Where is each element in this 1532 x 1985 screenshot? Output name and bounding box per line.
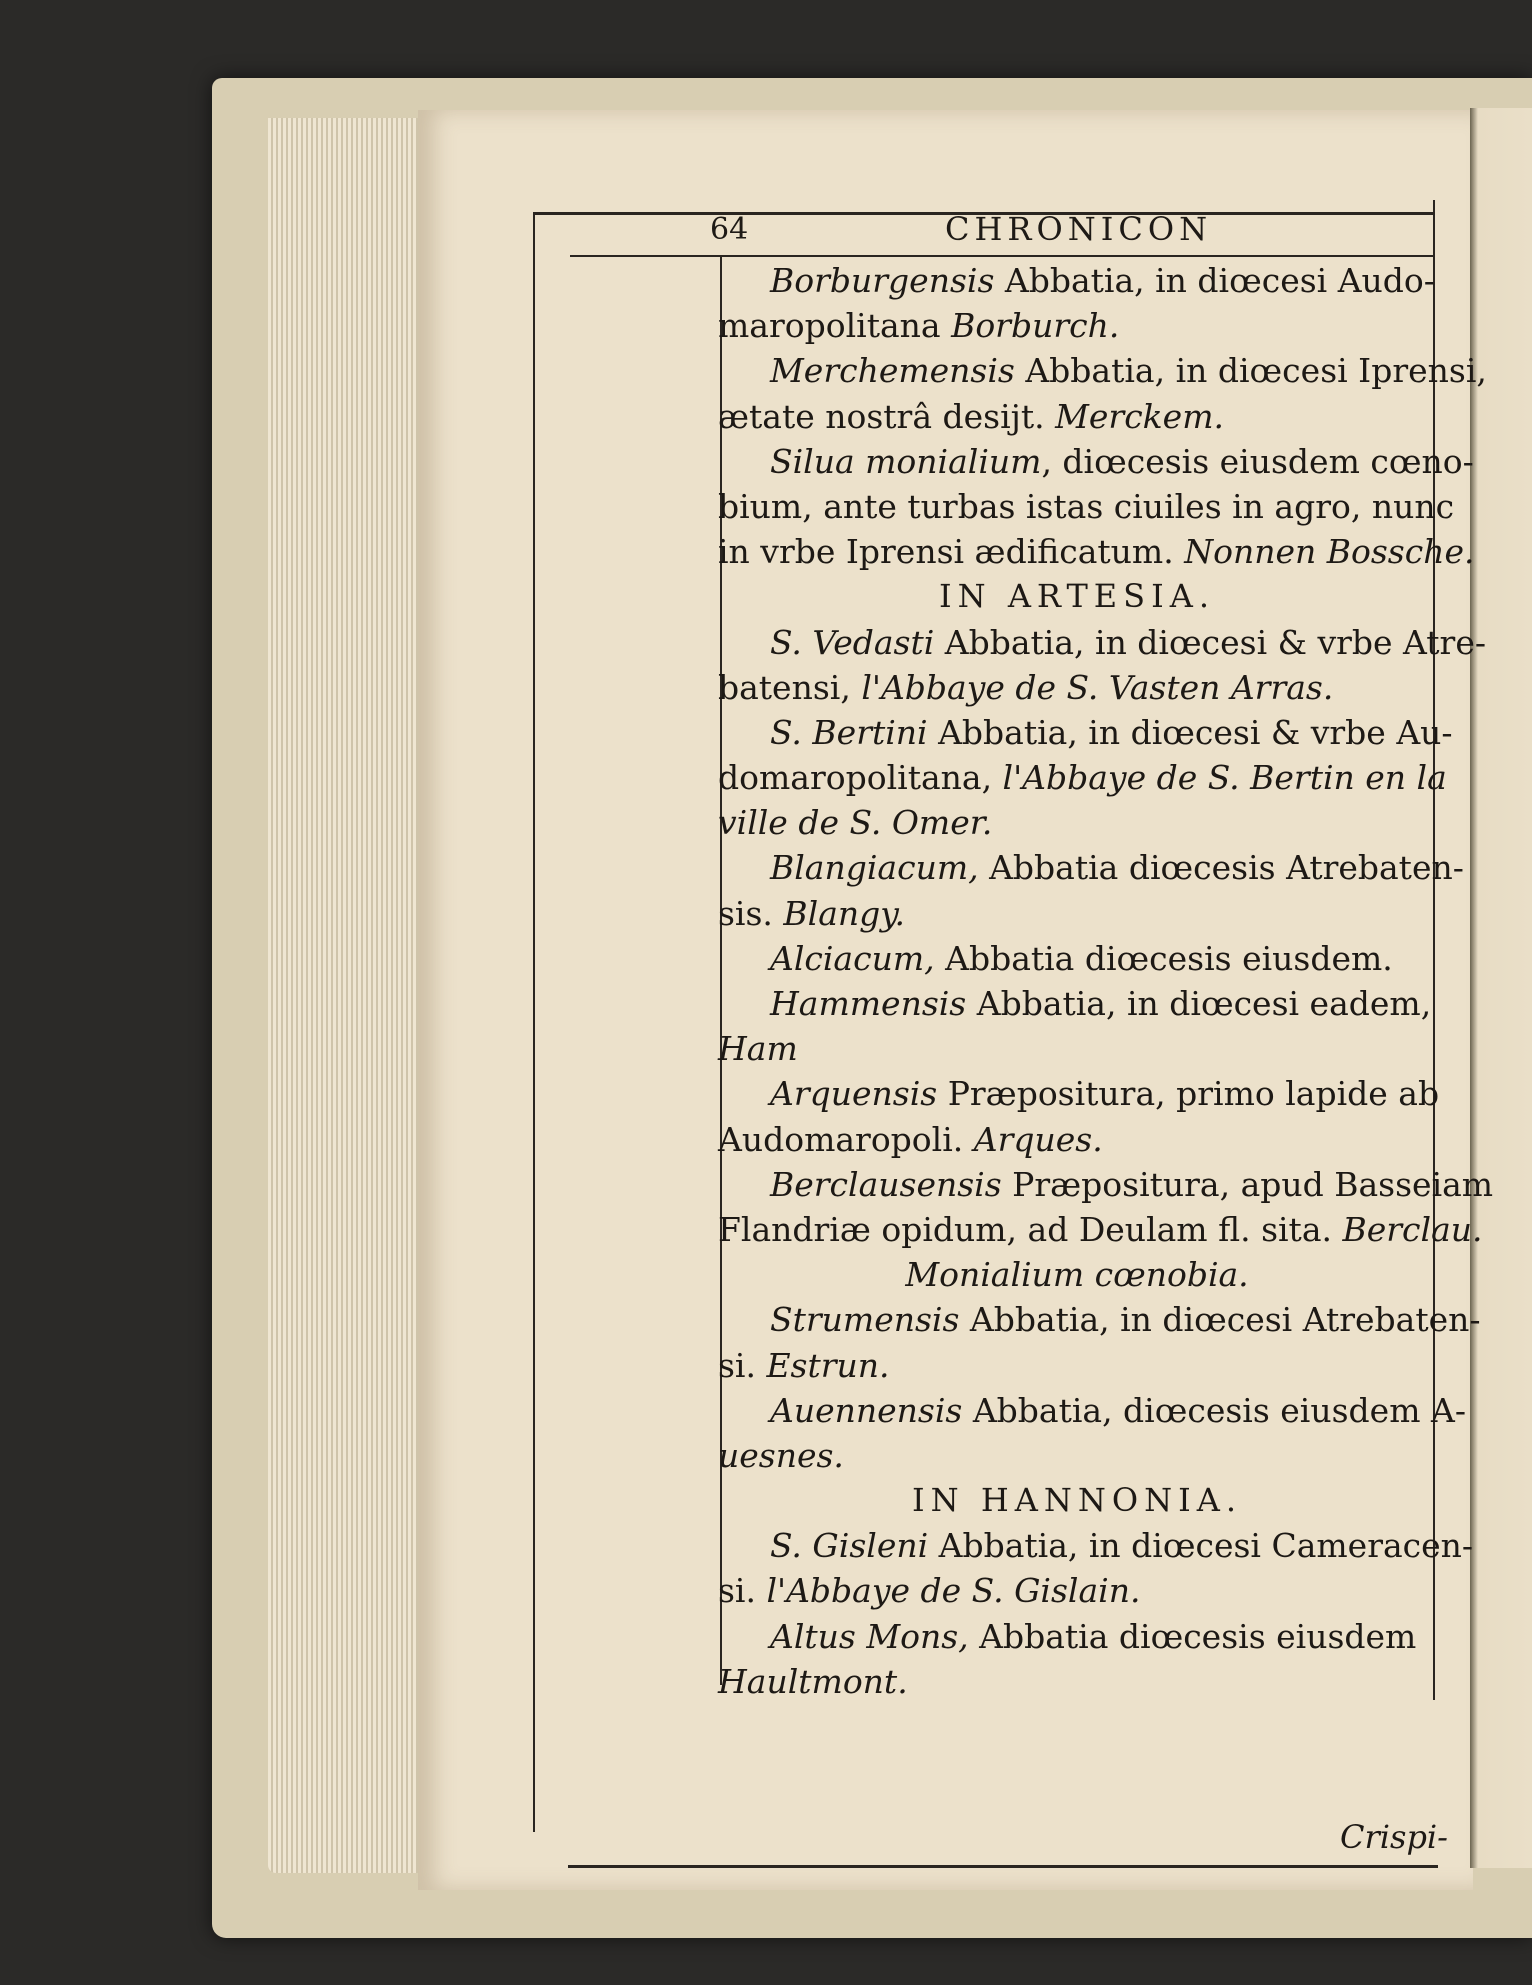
italic-span: Monialium cœnobia.: [905, 1255, 1249, 1295]
text-line: [718, 1433, 1436, 1478]
roman-span: sis.: [718, 893, 784, 933]
italic-span: Haultmont.: [718, 1661, 908, 1701]
roman-span: Abbatia, in diœcesi Audo-: [994, 261, 1435, 300]
text-line: [718, 1478, 1436, 1523]
italic-span: Berclau.: [1342, 1209, 1483, 1249]
text-line: [718, 1207, 1483, 1252]
text-line: [718, 755, 1447, 800]
text-line: [718, 303, 1436, 348]
roman-span: Flandriæ opidum, ad Deulam fl. sita.: [718, 1209, 1343, 1249]
italic-span: S. Gisleni: [770, 1526, 929, 1566]
italic-span: Arquensis: [770, 1074, 938, 1114]
roman-span: Audomaropoli.: [718, 1119, 974, 1159]
roman-span: ætate nostrâ desijt.: [718, 396, 1056, 436]
roman-span: IN HANNONIA.: [912, 1481, 1242, 1520]
italic-span: S. Bertini: [770, 712, 928, 752]
text-line: [718, 891, 1436, 936]
roman-span: Abbatia, in diœcesi Iprensi,: [1014, 351, 1487, 391]
italic-span: Blangiacum,: [770, 848, 979, 888]
italic-span: Ham: [718, 1029, 798, 1069]
italic-span: Altus Mons,: [770, 1616, 969, 1656]
text-line: [718, 258, 1436, 303]
roman-span: Abbatia, in diœcesi eadem,: [966, 984, 1432, 1023]
italic-span: Berclausensis: [770, 1164, 1002, 1204]
roman-span: Præpositura, primo lapide ab: [937, 1074, 1440, 1114]
italic-span: S. Vedasti: [770, 622, 935, 662]
italic-span: ville de S. Omer.: [718, 803, 993, 843]
text-line: [718, 1252, 1436, 1297]
text-line: [718, 1117, 1436, 1162]
text-line: [718, 1026, 1436, 1071]
roman-span: si.: [718, 1345, 767, 1385]
frame-rule-header: [570, 255, 1433, 257]
italic-span: Merchemensis: [770, 351, 1015, 391]
roman-span: bium, ante turbas istas ciuiles in agro, nunc: [718, 486, 1455, 526]
text-line: [718, 1343, 1436, 1388]
text-line: [718, 394, 1436, 439]
text-line: [718, 620, 1486, 665]
roman-span: domaropolitana,: [718, 758, 1003, 798]
text-line: [718, 484, 1455, 529]
text-line: [718, 845, 1464, 890]
running-head: CHRONICON: [945, 210, 1213, 248]
italic-span: l'Abbaye de S. Vasten Arras.: [861, 667, 1334, 707]
italic-span: Merckem.: [1055, 396, 1224, 436]
roman-span: Abbatia diœcesis eiusdem.: [934, 938, 1393, 978]
text-line: [718, 1659, 1436, 1704]
text-line: [718, 1388, 1466, 1433]
italic-span: Alciacum,: [770, 938, 935, 978]
text-line: [718, 1568, 1436, 1613]
italic-span: Blangy.: [783, 893, 906, 933]
italic-span: l'Abbaye de S. Gislain.: [766, 1571, 1141, 1611]
text-line: [718, 1162, 1494, 1207]
italic-span: Estrun.: [766, 1345, 890, 1385]
roman-span: Abbatia diœcesis Atrebaten-: [978, 848, 1464, 888]
text-line: [718, 1614, 1436, 1659]
roman-span: Abbatia, in diœcesi & vrbe Atre-: [934, 622, 1486, 662]
text-line: [718, 529, 1475, 574]
italic-span: Nonnen Bossche.: [1184, 532, 1475, 572]
roman-span: Abbatia, in diœcesi & vrbe Au-: [927, 712, 1453, 752]
roman-span: in vrbe Iprensi ædificatum.: [718, 532, 1185, 572]
text-line: [718, 348, 1487, 393]
roman-span: , diœcesis eiusdem cœno-: [1041, 441, 1474, 481]
italic-span: Borburch.: [951, 306, 1120, 346]
text-line: [718, 574, 1436, 619]
body-text: [718, 258, 1494, 1704]
text-line: [718, 439, 1474, 484]
roman-span: Abbatia, in diœcesi Atrebaten-: [959, 1300, 1481, 1340]
text-line: [718, 1523, 1474, 1568]
frame-rule-left: [533, 212, 535, 1832]
roman-span: si.: [718, 1571, 767, 1611]
roman-span: IN ARTESIA.: [939, 577, 1215, 616]
text-line: [718, 800, 1436, 845]
frame-rule-bottom: [568, 1865, 1438, 1868]
text-line: [718, 1297, 1481, 1342]
roman-span: Abbatia, in diœcesi Cameracen-: [928, 1526, 1474, 1566]
text-line: [718, 665, 1436, 710]
italic-span: Arques.: [973, 1119, 1103, 1159]
text-line: [718, 710, 1453, 755]
roman-span: batensi,: [718, 667, 862, 707]
italic-span: Strumensis: [770, 1300, 960, 1340]
italic-span: Borburgensis: [770, 261, 995, 300]
roman-span: Præpositura, apud Basseiam: [1001, 1164, 1494, 1204]
roman-span: Abbatia, diœcesis eiusdem A-: [962, 1390, 1466, 1430]
italic-span: Silua monialium: [770, 441, 1042, 481]
italic-span: l'Abbaye de S. Bertin en la: [1002, 758, 1447, 798]
roman-span: maropolitana: [718, 306, 952, 346]
catchword: Crispi-: [1340, 1818, 1448, 1856]
page-number: 64: [710, 212, 749, 247]
italic-span: uesnes.: [718, 1435, 844, 1475]
text-line: [718, 981, 1436, 1026]
italic-span: Auennensis: [770, 1390, 963, 1430]
italic-span: Hammensis: [770, 984, 967, 1023]
roman-span: Abbatia diœcesis eiusdem: [968, 1616, 1417, 1656]
text-line: [718, 1071, 1440, 1116]
text-line: [718, 936, 1436, 981]
